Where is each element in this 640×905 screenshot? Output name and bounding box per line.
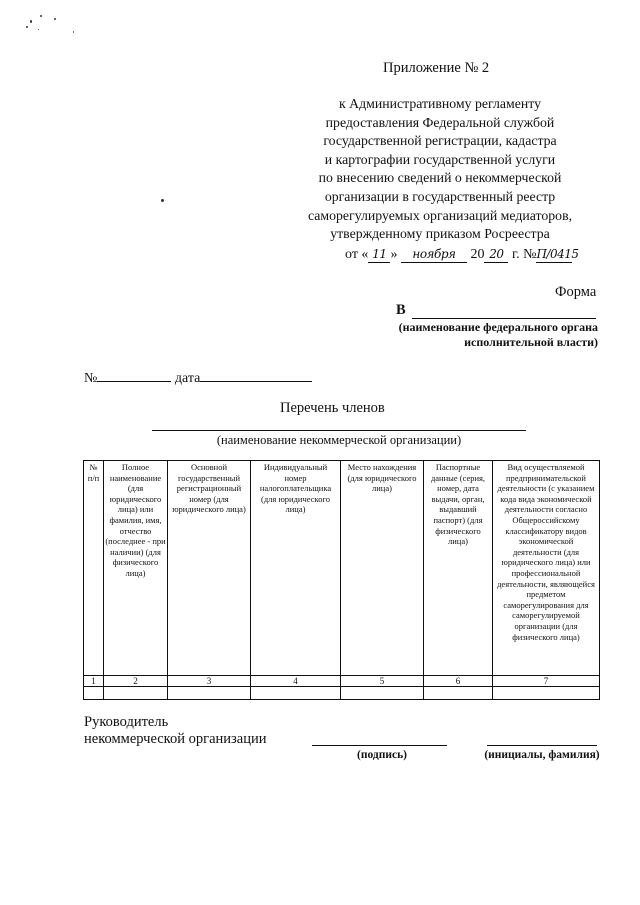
table-cell[interactable]	[104, 687, 168, 700]
organization-name-caption: (наименование некоммерческой организации)	[216, 433, 462, 447]
addressee-caption-line: исполнительной власти)	[464, 335, 598, 349]
regulation-reference	[270, 95, 610, 244]
table-cell[interactable]	[493, 687, 600, 700]
organization-head-label	[84, 714, 266, 748]
scan-speck	[73, 31, 74, 33]
order-number: П/0415	[536, 247, 579, 261]
order-year-suffix: 20	[484, 247, 508, 263]
addressee-field-line[interactable]	[412, 318, 596, 319]
table-cell[interactable]	[341, 687, 424, 700]
appendix-title: Приложение № 2	[383, 60, 490, 76]
column-header: Паспортные данные (серия, номер, дата выдачи, орган, выдавший паспорт) (для физического лица)	[424, 461, 493, 676]
number-label: №	[84, 371, 98, 386]
signature-field-line[interactable]	[312, 745, 447, 746]
organization-name-field-line[interactable]	[152, 430, 526, 431]
scan-speck	[26, 26, 28, 28]
regulation-line: утвержденному приказом Росреестра	[330, 226, 550, 242]
column-number: 3	[168, 676, 251, 687]
scan-speck	[30, 20, 32, 23]
regulation-line: саморегулируемых организаций медиаторов,	[307, 207, 573, 223]
order-month: ноября	[401, 247, 467, 263]
scan-speck	[38, 29, 39, 30]
column-number: 2	[104, 676, 168, 687]
regulation-line: государственной регистрации, кадастра	[323, 133, 557, 149]
table-cell[interactable]	[251, 687, 341, 700]
column-number: 6	[424, 676, 493, 687]
column-header: Индивидуальный номер налогоплательщика (для юридического лица)	[251, 461, 341, 676]
column-header: № п/п	[84, 461, 104, 676]
table-cell[interactable]	[168, 687, 251, 700]
order-date-line	[345, 247, 579, 263]
head-label-line: некоммерческой организации	[84, 731, 267, 747]
regulation-line: предоставления Федеральной службой	[325, 114, 555, 130]
date-label: дата	[174, 371, 201, 386]
list-title: Перечень членов	[280, 400, 385, 416]
table-header-row	[84, 461, 600, 676]
head-label-line: Руководитель	[84, 714, 169, 730]
column-header: Вид осуществляемой предпринимательской деятельности (с указанием кода вида экономической деятельности согласно Общероссийскому классификатору видов экономической деятельности (для юридического лица) или профессиональной деятельности, являющейся предметом саморегулирования для саморегулируемой организации (для физического лица)	[493, 461, 600, 676]
table-cell[interactable]	[424, 687, 493, 700]
addressee-prefix: В	[396, 302, 406, 318]
regulation-line: организации в государственный реестр	[324, 188, 556, 204]
regulation-line: и картографии государственной услуги	[324, 151, 556, 167]
column-header: Место нахождения (для юридического лица)	[341, 461, 424, 676]
column-header: Полное наименование (для юридического лица) или фамилия, имя, отчество (последнее - при наличии) (для физического лица)	[104, 461, 168, 676]
column-number-row	[84, 676, 600, 687]
scan-speck	[161, 199, 164, 202]
column-number: 7	[493, 676, 600, 687]
regulation-line: по внесению сведений о некоммерческой	[318, 170, 562, 186]
initials-caption: (инициалы, фамилия)	[484, 749, 600, 761]
regulation-line: к Административному регламенту	[338, 96, 541, 111]
order-quote-close: »	[390, 247, 398, 262]
date-field[interactable]	[200, 367, 312, 382]
table-cell[interactable]	[84, 687, 104, 700]
column-number: 5	[341, 676, 424, 687]
order-year-prefix: 20	[470, 247, 485, 262]
column-number: 4	[251, 676, 341, 687]
number-field[interactable]	[97, 367, 171, 382]
scan-speck	[40, 15, 42, 17]
signature-caption: (подпись)	[357, 749, 407, 761]
members-table	[83, 460, 600, 700]
scan-speck	[54, 18, 56, 20]
column-header: Основной государственный регистрационный номер (для юридического лица)	[168, 461, 251, 676]
number-date-line	[84, 367, 312, 387]
column-number: 1	[84, 676, 104, 687]
initials-field-line[interactable]	[487, 745, 597, 746]
table-row	[84, 687, 600, 700]
order-number-label: г. №	[511, 247, 537, 262]
order-day: 11	[368, 247, 390, 263]
addressee-caption	[398, 320, 598, 350]
addressee-caption-line: (наименование федерального органа	[398, 320, 598, 334]
form-label: Форма	[555, 284, 597, 300]
order-from-label: от «	[345, 247, 369, 262]
